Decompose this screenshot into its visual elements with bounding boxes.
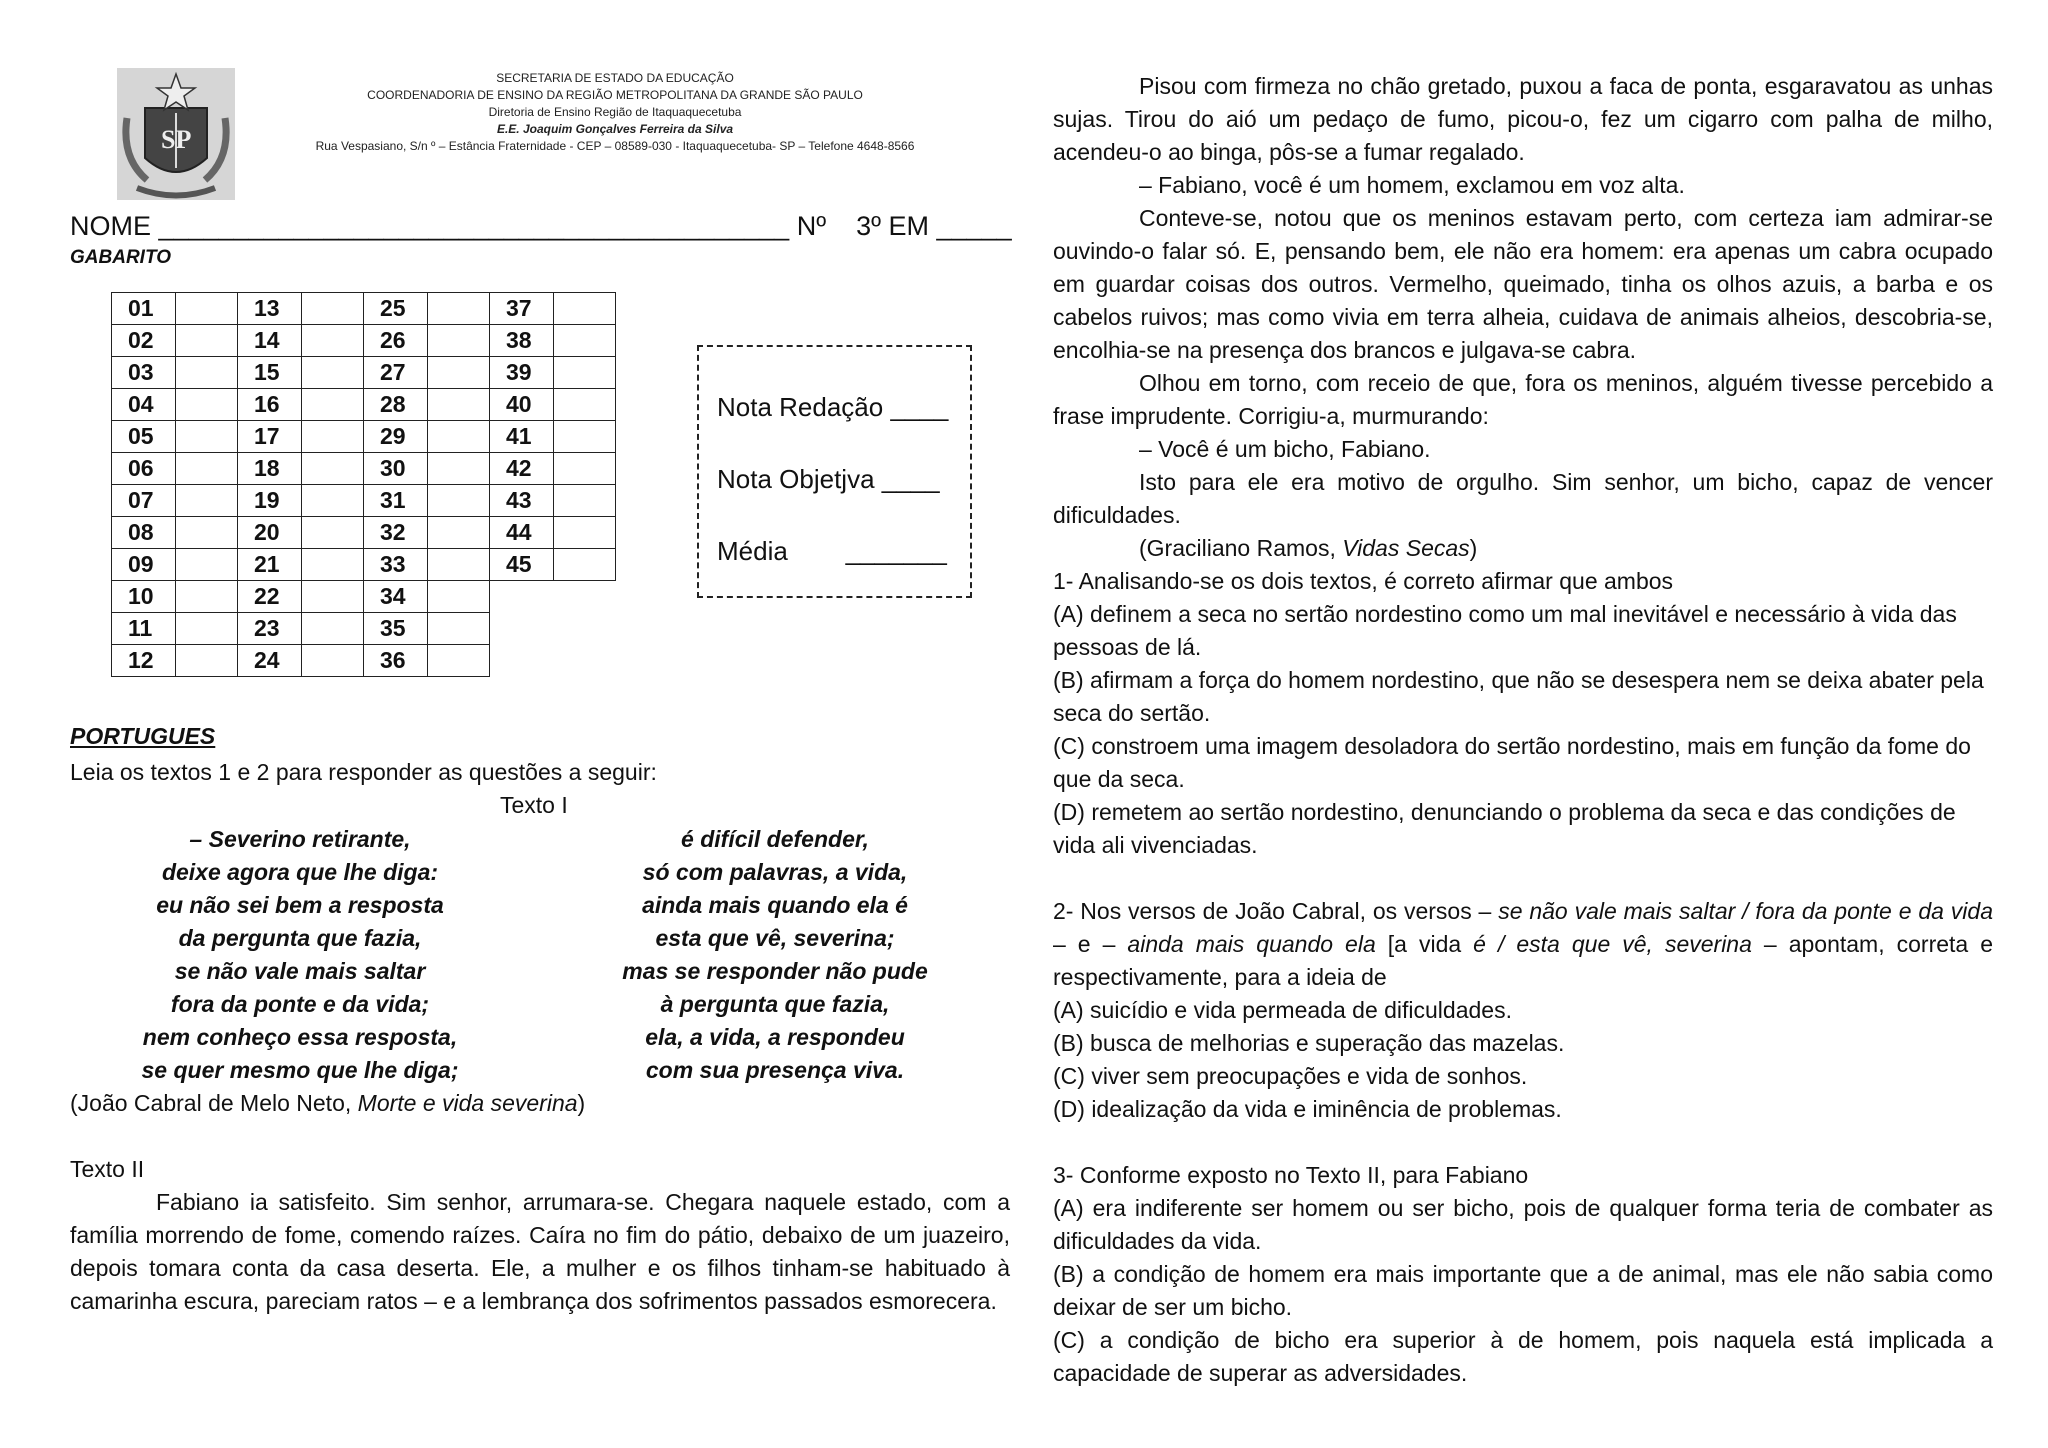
answer-row — [364, 613, 490, 645]
question-number: 45 — [490, 549, 554, 581]
answer-row — [490, 549, 616, 581]
answer-row — [490, 485, 616, 517]
source-texto1 — [70, 1087, 585, 1120]
answer-row — [112, 581, 238, 613]
question-number: 25 — [364, 293, 428, 325]
header-line-4: E.E. Joaquim Gonçalves Ferreira da Silva — [496, 122, 734, 136]
question-2-option-a[interactable]: (A) suicídio e vida permeada de dificuldades. — [1053, 997, 1512, 1023]
question-number: 09 — [112, 549, 176, 581]
answer-cell[interactable] — [302, 453, 364, 485]
answer-cell[interactable] — [176, 549, 238, 581]
question-number: 30 — [364, 453, 428, 485]
poem-line: à pergunta que fazia, — [660, 991, 890, 1017]
question-number: 38 — [490, 325, 554, 357]
question-number: 16 — [238, 389, 302, 421]
question-number: 35 — [364, 613, 428, 645]
answer-cell[interactable] — [302, 421, 364, 453]
texto2-paragraph: Isto para ele era motivo de orgulho. Sim senhor, um bicho, capaz de vencer dificuldades. — [1053, 469, 1993, 528]
gabarito-label: GABARITO — [70, 247, 171, 268]
answer-cell[interactable] — [176, 325, 238, 357]
question-2-option-c[interactable]: (C) viver sem preocupações e vida de sonhos. — [1053, 1063, 1528, 1089]
poem-line: se quer mesmo que lhe diga; — [141, 1057, 459, 1083]
poem-right-stanza — [575, 823, 975, 1087]
question-number: 02 — [112, 325, 176, 357]
answer-cell[interactable] — [428, 645, 490, 677]
question-number: 43 — [490, 485, 554, 517]
answer-row — [112, 357, 238, 389]
source-text: ) — [1469, 535, 1478, 561]
answer-row — [364, 453, 490, 485]
question-1-option-d[interactable]: (D) remetem ao sertão nordestino, denunciando o problema da seca e das condições de vida ali vivenciadas. — [1053, 799, 1956, 858]
answer-grid-block-3 — [363, 292, 490, 677]
question-number: 29 — [364, 421, 428, 453]
answer-row — [364, 549, 490, 581]
texto1-title: Texto I — [500, 792, 568, 818]
answer-cell[interactable] — [428, 581, 490, 613]
intro-text: Leia os textos 1 e 2 para responder as questões a seguir: — [70, 759, 657, 785]
header-line-1: SECRETARIA DE ESTADO DA EDUCAÇÃO — [496, 71, 734, 85]
answer-cell[interactable] — [428, 325, 490, 357]
answer-row — [112, 421, 238, 453]
poem-line: é difícil defender, — [681, 826, 869, 852]
answer-row — [112, 293, 238, 325]
answer-row — [364, 293, 490, 325]
serie-label: 3º EM — [856, 211, 929, 241]
answer-cell[interactable] — [176, 645, 238, 677]
question-number: 34 — [364, 581, 428, 613]
poem-line: ainda mais quando ela é — [642, 892, 908, 918]
question-number: 42 — [490, 453, 554, 485]
question-number: 11 — [112, 613, 176, 645]
answer-cell[interactable] — [302, 485, 364, 517]
header-line-3: Diretoria de Ensino Região de Itaquaquecetuba — [488, 105, 742, 119]
answer-cell[interactable] — [554, 357, 616, 389]
answer-row — [490, 517, 616, 549]
stem-text: 2- Nos versos de João Cabral, os versos – — [1053, 898, 1499, 924]
answer-row — [112, 613, 238, 645]
question-number: 13 — [238, 293, 302, 325]
question-number: 33 — [364, 549, 428, 581]
spacer — [1053, 1126, 1993, 1159]
question-number: 40 — [490, 389, 554, 421]
answer-row — [490, 453, 616, 485]
answer-grid-block-2 — [237, 292, 364, 677]
poem-line: da pergunta que fazia, — [178, 925, 422, 951]
answer-cell[interactable] — [176, 485, 238, 517]
stem-quote: é / esta que vê, severina — [1473, 931, 1752, 957]
question-number: 24 — [238, 645, 302, 677]
question-2-option-b[interactable]: (B) busca de melhorias e superação das mazelas. — [1053, 1030, 1565, 1056]
question-number: 08 — [112, 517, 176, 549]
source-title: Morte e vida severina — [357, 1090, 578, 1116]
question-number: 27 — [364, 357, 428, 389]
question-2-stem — [1053, 895, 1993, 994]
answer-row — [364, 485, 490, 517]
answer-row — [238, 613, 364, 645]
source-text: (João Cabral de Melo Neto, — [70, 1090, 358, 1116]
poem-line: deixe agora que lhe diga: — [161, 859, 439, 885]
question-number: 20 — [238, 517, 302, 549]
question-number: 15 — [238, 357, 302, 389]
answer-row — [238, 581, 364, 613]
poem-line: eu não sei bem a resposta — [156, 892, 444, 918]
answer-cell[interactable] — [554, 325, 616, 357]
texto2-paragraph: Conteve-se, notou que os meninos estavam perto, com certeza iam admirar-se ouvindo-o falar só. E, pensando bem, ele não era homem: era apenas um cabra ocupado em guardar coisas dos outros. Vermelho, queimado, tinha os olhos azuis, a barba e os cabelos ruivos; mas como vivia em terra alheia, cuidava de animais alheios, descobria-se, encolhia-se na presença dos brancos e julgava-se cabra. — [1053, 205, 1993, 363]
answer-row — [490, 389, 616, 421]
answer-cell[interactable] — [176, 581, 238, 613]
question-number: 32 — [364, 517, 428, 549]
answer-row — [364, 645, 490, 677]
stem-quote: se não vale mais saltar / fora da ponte e da vida — [1498, 898, 1993, 924]
question-number: 04 — [112, 389, 176, 421]
answer-cell[interactable] — [302, 549, 364, 581]
spacer — [1053, 862, 1993, 895]
question-3-stem: 3- Conforme exposto no Texto II, para Fabiano — [1053, 1162, 1529, 1188]
texto2-title: Texto II — [70, 1156, 145, 1182]
answer-row — [364, 517, 490, 549]
answer-row — [238, 357, 364, 389]
texto2-paragraph: Pisou com firmeza no chão gretado, puxou a faca de ponta, esgaravatou as unhas sujas. Tirou do aió um pedaço de fumo, picou-o, fez um cigarro com palha de milho, acendeu-o ao binga, pôs-se a fumar regalado. — [1053, 73, 1993, 165]
answer-row — [112, 389, 238, 421]
answer-cell[interactable] — [554, 485, 616, 517]
poem-line: com sua presença viva. — [645, 1057, 905, 1083]
answer-cell[interactable] — [428, 613, 490, 645]
answer-cell[interactable] — [302, 613, 364, 645]
answer-cell[interactable] — [554, 389, 616, 421]
answer-cell[interactable] — [176, 613, 238, 645]
answer-cell[interactable] — [176, 293, 238, 325]
answer-grid-block-1 — [111, 292, 238, 677]
question-number: 19 — [238, 485, 302, 517]
question-3-option-a[interactable]: (A) era indiferente ser homem ou ser bicho, pois de qualquer forma teria de combater as dificuldades da vida. — [1053, 1195, 1993, 1254]
answer-row — [364, 581, 490, 613]
answer-row — [490, 357, 616, 389]
texto2-paragraph: – Você é um bicho, Fabiano. — [1139, 436, 1431, 462]
answer-cell[interactable] — [428, 453, 490, 485]
question-number: 26 — [364, 325, 428, 357]
question-1-option-b[interactable]: (B) afirmam a força do homem nordestino, que não se desespera nem se deixa abater pela seca do sertão. — [1053, 667, 1984, 726]
poem-line: – Severino retirante, — [189, 826, 411, 852]
answer-cell[interactable] — [428, 421, 490, 453]
question-1-stem: 1- Analisando-se os dois textos, é correto afirmar que ambos — [1053, 568, 1674, 594]
answer-cell[interactable] — [176, 389, 238, 421]
question-number: 28 — [364, 389, 428, 421]
grid-body-1 — [112, 293, 238, 677]
question-number: 31 — [364, 485, 428, 517]
nome-field[interactable]: __________________________________________ — [158, 211, 790, 241]
question-number: 06 — [112, 453, 176, 485]
poem-line: se não vale mais saltar — [174, 958, 426, 984]
question-number: 05 — [112, 421, 176, 453]
answer-row — [112, 485, 238, 517]
answer-row — [238, 453, 364, 485]
poem-line: ela, a vida, a respondeu — [645, 1024, 905, 1050]
answer-row — [112, 325, 238, 357]
answer-row — [238, 549, 364, 581]
answer-row — [490, 293, 616, 325]
answer-cell[interactable] — [428, 389, 490, 421]
answer-cell[interactable] — [302, 517, 364, 549]
answer-cell[interactable] — [302, 325, 364, 357]
answer-row — [364, 421, 490, 453]
answer-row — [238, 485, 364, 517]
texto2-paragraph: Fabiano ia satisfeito. Sim senhor, arrumara-se. Chegara naquele estado, com a família morrendo de fome, comendo raízes. Caíra no fim do pátio, debaixo de um juazeiro, depois tomara conta da casa deserta. Ele, a mulher e os filhos tinham-se habituado à camarinha escura, pareciam ratos – e a lembrança dos sofrimentos passados esmorecera. — [70, 1189, 1010, 1314]
grid-body-3 — [364, 293, 490, 677]
scores-box — [697, 345, 972, 598]
question-number: 10 — [112, 581, 176, 613]
nota-redacao[interactable]: Nota Redação ____ — [717, 392, 949, 422]
question-number: 14 — [238, 325, 302, 357]
question-2-option-d[interactable]: (D) idealização da vida e iminência de problemas. — [1053, 1096, 1562, 1122]
grid-body-4 — [490, 293, 616, 581]
question-number: 37 — [490, 293, 554, 325]
answer-row — [112, 549, 238, 581]
question-number: 21 — [238, 549, 302, 581]
question-3-option-c[interactable]: (C) a condição de bicho era superior à de homem, pois naquela está implicada a capacidade de superar as adversidades. — [1053, 1327, 1993, 1386]
question-number: 23 — [238, 613, 302, 645]
answer-cell[interactable] — [554, 293, 616, 325]
answer-cell[interactable] — [554, 517, 616, 549]
question-1-option-a[interactable]: (A) definem a seca no sertão nordestino como um mal inevitável e necessário à vida das pessoas de lá. — [1053, 601, 1957, 660]
numero-label: Nº — [796, 211, 827, 241]
answer-row — [490, 325, 616, 357]
nome-label: NOME — [70, 211, 151, 241]
header-line-5: Rua Vespasiano, S/n º – Estância Fraternidade - CEP – 08589-030 - Itaquaquecetuba- SP – Telefone 4648-8566 — [315, 139, 915, 153]
answer-cell[interactable] — [302, 293, 364, 325]
question-number: 17 — [238, 421, 302, 453]
answer-row — [238, 517, 364, 549]
section-title: PORTUGUES — [70, 723, 216, 749]
grid-body-2 — [238, 293, 364, 677]
texto2-paragraph: Olhou em torno, com receio de que, fora os meninos, alguém tivesse percebido a frase imprudente. Corrigiu-a, murmurando: — [1053, 370, 1993, 429]
source-text: (Graciliano Ramos, — [1139, 535, 1343, 561]
poem-line: só com palavras, a vida, — [642, 859, 908, 885]
answer-cell[interactable] — [428, 549, 490, 581]
school-header — [270, 70, 960, 155]
poem-line: mas se responder não pude — [622, 958, 928, 984]
stem-quote: ainda mais quando ela — [1127, 931, 1376, 957]
answer-cell[interactable] — [428, 485, 490, 517]
stem-text: [a vida — [1375, 931, 1474, 957]
answer-row — [238, 421, 364, 453]
answer-row — [364, 325, 490, 357]
source-text: ) — [577, 1090, 586, 1116]
answer-cell[interactable] — [302, 645, 364, 677]
state-crest-logo — [117, 68, 235, 200]
answer-cell[interactable] — [428, 293, 490, 325]
question-3-option-b[interactable]: (B) a condição de homem era mais importante que a de animal, mas ele não sabia como deixar de ser um bicho. — [1053, 1261, 1993, 1320]
question-number: 07 — [112, 485, 176, 517]
serie-field[interactable]: _____ — [936, 211, 1012, 241]
answer-row — [112, 645, 238, 677]
answer-row — [364, 357, 490, 389]
question-number: 03 — [112, 357, 176, 389]
poem-line: esta que vê, severina; — [655, 925, 895, 951]
answer-grid-block-4 — [489, 292, 616, 581]
answer-row — [112, 517, 238, 549]
question-number: 18 — [238, 453, 302, 485]
right-column — [1053, 70, 1993, 1390]
answer-row — [238, 325, 364, 357]
question-1-option-c[interactable]: (C) constroem uma imagem desoladora do sertão nordestino, mais em função da fome do que da seca. — [1053, 733, 1971, 792]
answer-row — [238, 389, 364, 421]
answer-cell[interactable] — [176, 357, 238, 389]
answer-row — [490, 421, 616, 453]
question-number: 22 — [238, 581, 302, 613]
answer-cell[interactable] — [554, 453, 616, 485]
poem-line: fora da ponte e da vida; — [170, 991, 430, 1017]
question-number: 39 — [490, 357, 554, 389]
answer-cell[interactable] — [554, 421, 616, 453]
answer-cell[interactable] — [302, 581, 364, 613]
student-info-row — [70, 208, 1012, 244]
answer-cell[interactable] — [176, 517, 238, 549]
poem-line: nem conheço essa resposta, — [142, 1024, 458, 1050]
answer-cell[interactable] — [302, 389, 364, 421]
question-number: 36 — [364, 645, 428, 677]
answer-cell[interactable] — [176, 453, 238, 485]
texto2-paragraph: – Fabiano, você é um homem, exclamou em voz alta. — [1139, 172, 1685, 198]
question-number: 12 — [112, 645, 176, 677]
question-number: 41 — [490, 421, 554, 453]
answer-cell[interactable] — [428, 357, 490, 389]
source-title: Vidas Secas — [1342, 535, 1470, 561]
answer-cell[interactable] — [554, 549, 616, 581]
answer-row — [238, 645, 364, 677]
answer-row — [112, 453, 238, 485]
crest-letters: SP — [161, 125, 192, 154]
answer-row — [238, 293, 364, 325]
header-line-2: COORDENADORIA DE ENSINO DA REGIÃO METROPOLITANA DA GRANDE SÃO PAULO — [367, 88, 863, 102]
question-number: 01 — [112, 293, 176, 325]
media[interactable]: Média _______ — [717, 536, 947, 566]
answer-row — [364, 389, 490, 421]
answer-cell[interactable] — [302, 357, 364, 389]
poem-left-stanza — [100, 823, 500, 1087]
stem-text: – apontam, correta e respectivamente, para a ideia de — [1053, 931, 1994, 990]
nota-objetiva[interactable]: Nota Objetjva ____ — [717, 464, 940, 494]
answer-cell[interactable] — [428, 517, 490, 549]
question-number: 44 — [490, 517, 554, 549]
answer-cell[interactable] — [176, 421, 238, 453]
stem-text: – e – — [1053, 931, 1128, 957]
source-texto2 — [1053, 532, 1993, 565]
